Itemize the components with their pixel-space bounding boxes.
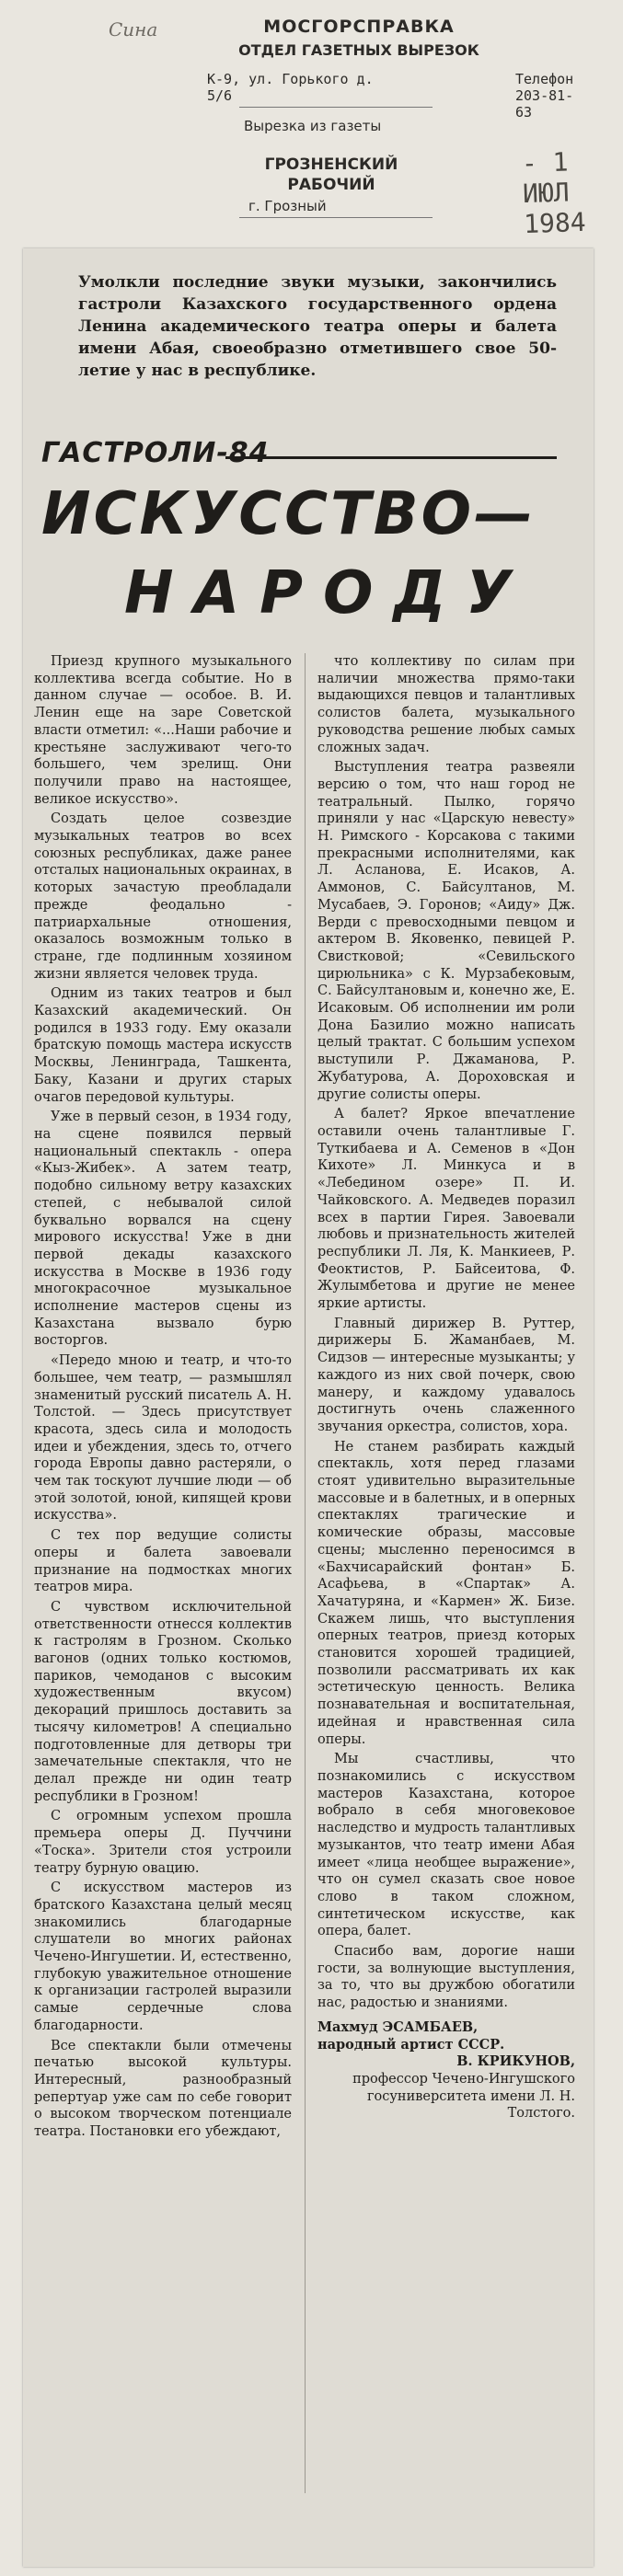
clipping-service-card [101,9,587,240]
department-name: ОТДЕЛ ГАЗЕТНЫХ ВЫРЕЗОК [238,41,479,59]
signature-1-name: Махмуд ЭСАМБАЕВ, [317,2018,479,2035]
paragraph: Одним из таких театров и был Казахский академический. Он родился в 1933 году. Ему оказали братскую помощь мастера искусств Москвы, Ленинграда, Ташкента, Баку, Казани и других старых очагов передовой культуры. [34,986,292,1105]
newspaper-name: ГРОЗНЕНСКИЙ РАБОЧИЙ [264,155,398,194]
paragraph: Главный дирижер В. Руттер, дирижеры Б. Жаманбаев, М. Сидзов — интересные музыканты; у каждого из них свой почерк, свою манеру, и каждому удавалось достигнуть очень слаженного звучания оркестра, солистов, хора. [317,1316,575,1434]
paragraph: «Передо мною и театр, и что-то большее, чем театр, — размышлял знаменитый русский писатель А. Н. Толстой. — Здесь присутствует красота, здесь сила и молодость идеи и убеждения, здесь то, отчего города Европы давно растеряли, о чем так тоскуют лучшие люди — об этой золотой, юной, кипящей крови искусства». [34,1353,292,1524]
paragraph: Мы счастливы, что познакомились с искусством мастеров Казахстана, которое вобрало в себя многовековое наследство и мудрость талантливых музыкантов, что театр имени Абая имеет «лица необщее выражение», что он сумел сказать свое новое слово в таком сложном, синтетическом искусстве, как опера, балет. [317,1752,575,1939]
agency-address: К-9, ул. Горького д. 5/6 [207,71,374,104]
headline-line-1: ИСКУССТВО— [41,480,536,548]
rubric-rule [225,456,557,459]
signature-2-title: профессор Чечено-Ингушского госуниверситета имени Л. Н. Толстого. [352,2071,575,2122]
newspaper-city: г. Грозный [248,198,327,214]
agency-phone: Телефон 203-81-63 [515,71,574,121]
signature-1-title: народный артист СССР. [317,2036,505,2053]
date-stamp: - 1 ИЮЛ 1984 [521,146,587,240]
article-column-left [34,653,292,2144]
paragraph: что коллективу по силам при наличии множества прямо-таки выдающихся певцов и талантливых солистов балета, музыкального руководства решение любых самых сложных задач. [317,654,575,755]
column-divider [305,653,306,2493]
paragraph: Не станем разбирать каждый спектакль, хотя перед глазами стоят удивительно выразительные массовые и в балетных, и в оперных спектаклях трагические и комические образы, массовые сцены; мысленно переносимся в «Бахчисарайский фонтан» Б. Асафьева, в «Спартак» А. Хачатуряна, и «Кармен» Ж. Бизе. Скажем лишь, что выступления оперных театров, приезд которых становится хорошей традицией, позволили рассматривать их как эстетическую ценность. Велика познавательная и воспитательная, идейная и нравственная сила оперы. [317,1439,575,1747]
paragraph: С искусством мастеров из братского Казахстана целый месяц знакомились благодарные слушатели во многих районах Чечено-Ингушетии. И, естественно, глубокую уважительное отношение к организации гастролей выразили самые сердечные слова благодарности. [34,1880,292,2033]
article-column-right [317,653,575,2122]
handwritten-note: Сина [109,18,158,40]
newspaper-clipping [23,248,594,2567]
card-divider-bottom [239,217,433,218]
paragraph: Приезд крупного музыкального коллектива всегда событие. Но в данном случае — особое. В. И. Ленин еще на заре Советской власти отметил: «...Наши рабочие и крестьяне заслуживают чего-то большего, чем зрелищ. Они получили право на настоящее, великое искусство». [34,654,292,807]
paragraph: Создать целое созвездие музыкальных театров во всех союзных республиках, даже ранее отсталых национальных окраинах, в которых зачастую преобладали прежде феодально - патриархальные отношения, оказалось возможным только в стране, где подлинным хозяином жизни является человек труда. [34,811,292,982]
signatures [317,2019,575,2122]
paragraph: С огромным успехом прошла премьера оперы Д. Пуччини «Тоска». Зрители стоя устроили театру бурную овацию. [34,1809,292,1876]
signature-2-name: В. КРИКУНОВ, [456,2053,575,2070]
paragraph: Все спектакли были отмечены печатью высокой культуры. Интересный, разнообразный репертуар уже сам по себе говорит о высоком творческом потенциале театра. Постановки его убеждают, [34,2038,292,2140]
article-rubric: ГАСТРОЛИ-84 [41,437,270,469]
paragraph: С чувством исключительной ответственности отнесся коллектив к гастролям в Грозном. Сколько вагонов (одних только костюмов, париков, чемоданов с высоким художественным вкусом) декораций пришлось доставить за тысячу километров! А специально подготовленные для детворы три замечательные спектакля, что не делал прежде ни один театр республики в Грозном! [34,1599,292,1804]
cut-from-label: Вырезка из газеты [244,118,382,134]
article-lead: Умолкли последние звуки музыки, закончились гастроли Казахского государственного ордена Ленина академического театра оперы и балета имени Абая, своеобразно отметившего свое 50-летие у нас в республике. [78,273,557,380]
paragraph: С тех пор ведущие солисты оперы и балета завоевали признание на подмостках многих театров мира. [34,1528,292,1595]
paragraph: Уже в первый сезон, в 1934 году, на сцене появился первый национальный спектакль - опера «Кыз-Жибек». А затем театр, подобно сильному ветру казахских степей, с небывалой силой буквально ворвался на сцену мирового искусства! Уже в дни первой декады казахского искусства в Москве в 1936 году многокрасочное музыкальное исполнение мастеров сцены из Казахстана вызвало бурю восторгов. [34,1110,292,1349]
card-divider [239,107,433,108]
agency-name: МОСГОРСПРАВКА [263,17,455,37]
paragraph: Выступления театра развеяли версию о том, что наш город не театральный. Пылко, горячо приняли у нас «Царскую невесту» Н. Римского - Корсакова с такими прекрасными исполнителями, как Л. Асланова, Е. Исаков, А. Аммонов, С. Байсултанов, М. Мусабаев, Э. Горонов; «Аиду» Дж. Верди с превосходными певцом и актером В. Яковенко, певицей Р. Свистковой; «Севильского цирюльника» с К. Мурзабековым, С. Байсултановым и, конечно же, Е. Исаковым. Об исполнении им роли Дона Базилио можно написать целый трактат. С большим успехом выступили Р. Джаманова, Р. Жубатурова, А. Дороховская и другие солисты оперы. [317,760,575,1102]
paragraph: Спасибо вам, дорогие наши гости, за волнующие выступления, за то, что вы дружбою обогатили нас, радостью и знаниями. [317,1944,575,2011]
paragraph: А балет? Яркое впечатление оставили очень талантливые Г. Туткибаева и А. Семенов в «Дон Кихоте» Л. Минкуса и в «Лебедином озере» П. И. Чайковского. А. Медведев поразил всех в партии Гирея. Завоевали любовь и признательность жителей республики Л. Ля, К. Манкиеев, Р. Феоктистов, Р. Байсеитова, Ф. Жулымбетова и другие не менее яркие артисты. [317,1107,575,1312]
headline-line-2: НАРОДУ [124,559,532,627]
